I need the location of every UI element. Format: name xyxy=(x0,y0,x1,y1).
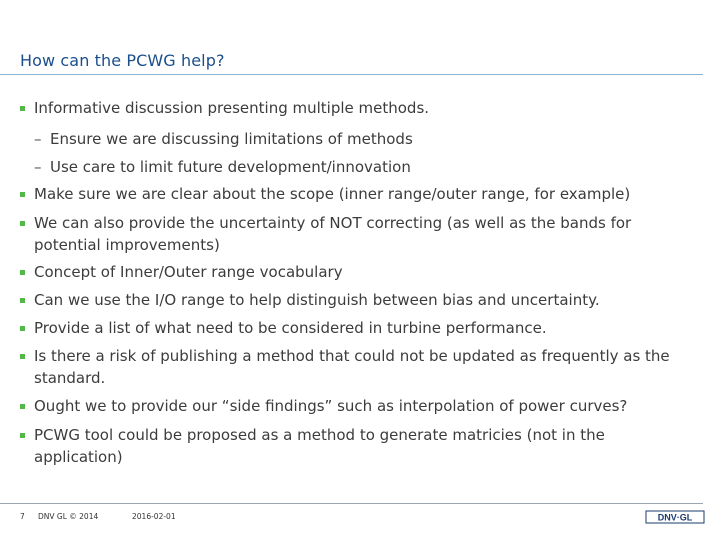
footer-date: 2016-02-01 xyxy=(132,512,176,521)
bullet-item xyxy=(34,184,694,206)
bullet-item xyxy=(34,396,694,418)
square-bullet-icon xyxy=(20,106,25,111)
square-bullet-icon xyxy=(20,433,25,438)
bullet-item xyxy=(34,213,694,256)
square-bullet-icon xyxy=(20,270,25,275)
bullet-item xyxy=(34,262,694,284)
dash-bullet-icon: – xyxy=(34,130,42,148)
bullet-text: Ought we to provide our “side findings” such as interpolation of power curves? xyxy=(34,397,628,415)
bullet-text: Informative discussion presenting multiple methods. xyxy=(34,99,430,117)
bullet-item xyxy=(34,290,694,312)
bullet-item xyxy=(34,98,694,120)
bullet-text: Ensure we are discussing limitations of methods xyxy=(50,130,413,148)
page-number: 7 xyxy=(20,512,25,521)
square-bullet-icon xyxy=(20,221,25,226)
logo-text: DNV·GL xyxy=(657,512,693,523)
square-bullet-icon xyxy=(20,192,25,197)
bullet-text: Is there a risk of publishing a method that could not be updated as frequently as the standard. xyxy=(34,347,670,387)
square-bullet-icon xyxy=(20,298,25,303)
bullet-text: Can we use the I/O range to help distinguish between bias and uncertainty. xyxy=(34,291,600,309)
bullet-text: PCWG tool could be proposed as a method to generate matricies (not in the application) xyxy=(34,426,605,466)
sub-bullet-item xyxy=(34,157,690,179)
bullet-item xyxy=(34,425,694,468)
bullet-item xyxy=(34,346,694,389)
slide-title: How can the PCWG help? xyxy=(20,51,225,70)
title-divider xyxy=(0,74,703,75)
footer-divider xyxy=(0,503,703,504)
square-bullet-icon xyxy=(20,326,25,331)
square-bullet-icon xyxy=(20,404,25,409)
bullet-text: Make sure we are clear about the scope (inner range/outer range, for example) xyxy=(34,185,631,203)
bullet-text: Provide a list of what need to be considered in turbine performance. xyxy=(34,319,547,337)
dnv-gl-logo xyxy=(644,507,706,527)
sub-bullet-item xyxy=(34,129,690,151)
square-bullet-icon xyxy=(20,354,25,359)
bullet-text: Use care to limit future development/innovation xyxy=(50,158,411,176)
dash-bullet-icon: – xyxy=(34,158,42,176)
bullet-item xyxy=(34,318,694,340)
footer-copyright: DNV GL © 2014 xyxy=(38,512,99,521)
bullet-text: Concept of Inner/Outer range vocabulary xyxy=(34,263,343,281)
bullet-text: We can also provide the uncertainty of NOT correcting (as well as the bands for potential improvements) xyxy=(34,214,632,254)
